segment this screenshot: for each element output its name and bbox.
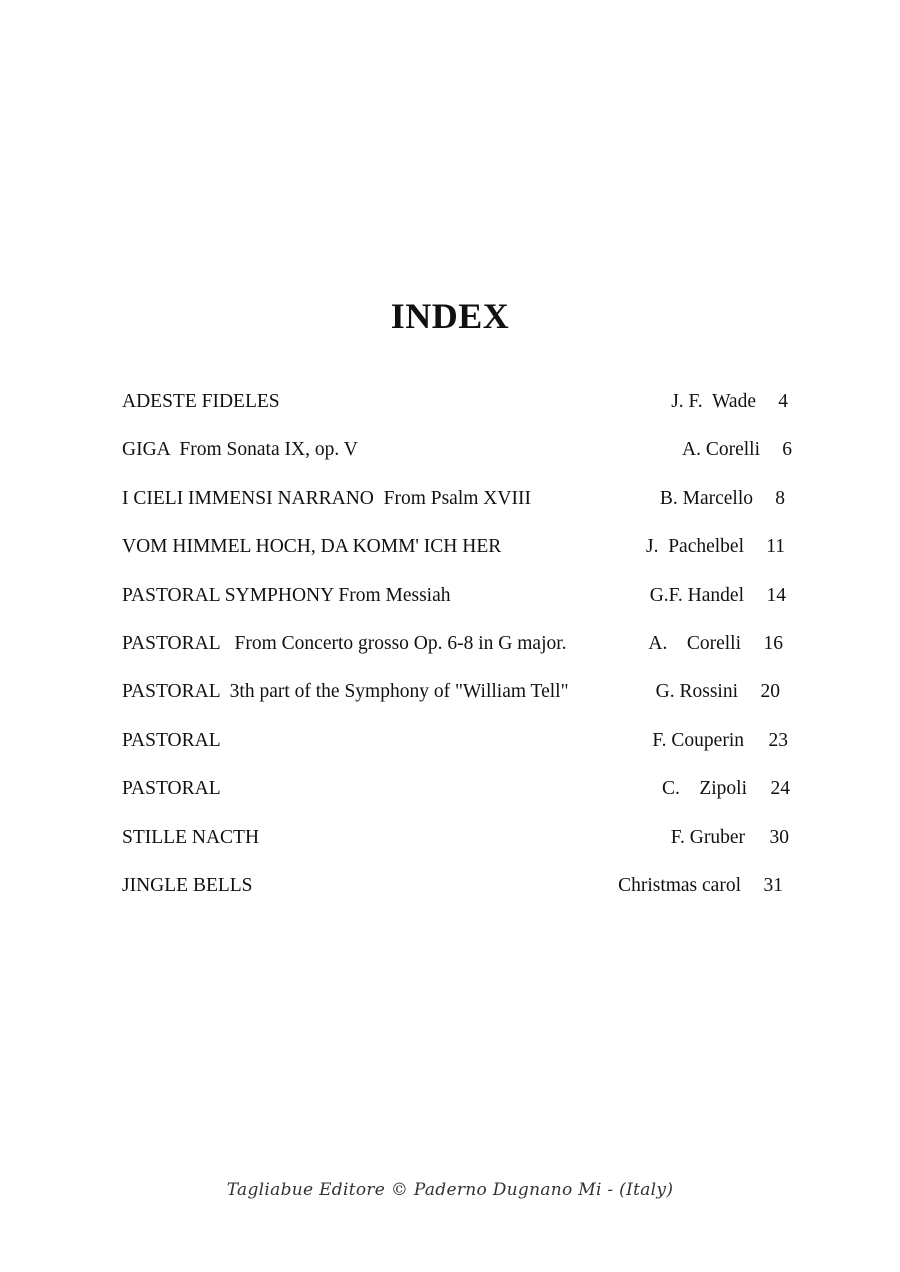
entry-page-number: 31 bbox=[763, 874, 783, 896]
index-entry bbox=[122, 485, 802, 533]
index-entry bbox=[122, 388, 802, 436]
entry-composer: J. F. Wade bbox=[671, 391, 756, 412]
entry-page-number: 20 bbox=[760, 681, 780, 703]
index-entry bbox=[122, 436, 802, 484]
entry-composer: C. Zipoli bbox=[661, 778, 747, 800]
entry-title: PASTORAL bbox=[122, 778, 221, 800]
entry-title: PASTORAL bbox=[122, 729, 221, 751]
entry-page-number: 16 bbox=[763, 632, 783, 654]
entry-composer: A. Corelli bbox=[682, 439, 760, 461]
entry-page-number: 4 bbox=[778, 391, 788, 412]
entry-composer: G. Rossini bbox=[655, 681, 738, 703]
entry-page-number: 14 bbox=[766, 584, 786, 606]
index-entry bbox=[122, 630, 802, 678]
entry-page-number: 30 bbox=[769, 826, 789, 848]
index-entry bbox=[122, 582, 802, 630]
entry-page-number: 24 bbox=[770, 778, 790, 800]
entry-title: PASTORAL From Concerto grosso Op. 6-8 in G major. bbox=[122, 632, 567, 654]
entry-title: ADESTE FIDELES bbox=[122, 391, 280, 412]
index-entry bbox=[122, 872, 802, 920]
entry-composer: G.F. Handel bbox=[649, 584, 744, 606]
entry-composer: F. Gruber bbox=[670, 826, 745, 848]
entry-title: PASTORAL 3th part of the Symphony of "William Tell" bbox=[122, 681, 569, 703]
entry-page-number: 8 bbox=[775, 487, 785, 509]
index-entry bbox=[122, 727, 802, 775]
entry-title: GIGA From Sonata IX, op. V bbox=[122, 439, 358, 461]
index-entry bbox=[122, 824, 802, 872]
publisher-footer: Tagliabue Editore © Paderno Dugnano Mi - (Italy) bbox=[226, 1180, 674, 1200]
page-title: INDEX bbox=[390, 296, 510, 337]
entry-title: I CIELI IMMENSI NARRANO From Psalm XVIII bbox=[122, 487, 531, 509]
entry-composer: B. Marcello bbox=[659, 487, 753, 509]
index-list bbox=[122, 388, 802, 920]
entry-page-number: 23 bbox=[768, 729, 788, 751]
index-entry bbox=[122, 533, 802, 581]
entry-composer: F. Couperin bbox=[652, 729, 744, 751]
entry-title: JINGLE BELLS bbox=[122, 874, 253, 896]
entry-composer: Christmas carol bbox=[618, 874, 741, 896]
entry-page-number: 6 bbox=[782, 439, 792, 461]
entry-title: PASTORAL SYMPHONY From Messiah bbox=[122, 584, 451, 606]
entry-composer: A. Corelli bbox=[648, 632, 741, 654]
index-entry bbox=[122, 678, 802, 726]
index-entry bbox=[122, 775, 802, 823]
entry-composer: J. Pachelbel bbox=[645, 536, 744, 558]
entry-page-number: 11 bbox=[766, 536, 785, 558]
entry-title: STILLE NACTH bbox=[122, 826, 260, 848]
entry-title: VOM HIMMEL HOCH, DA KOMM' ICH HER bbox=[122, 536, 502, 558]
